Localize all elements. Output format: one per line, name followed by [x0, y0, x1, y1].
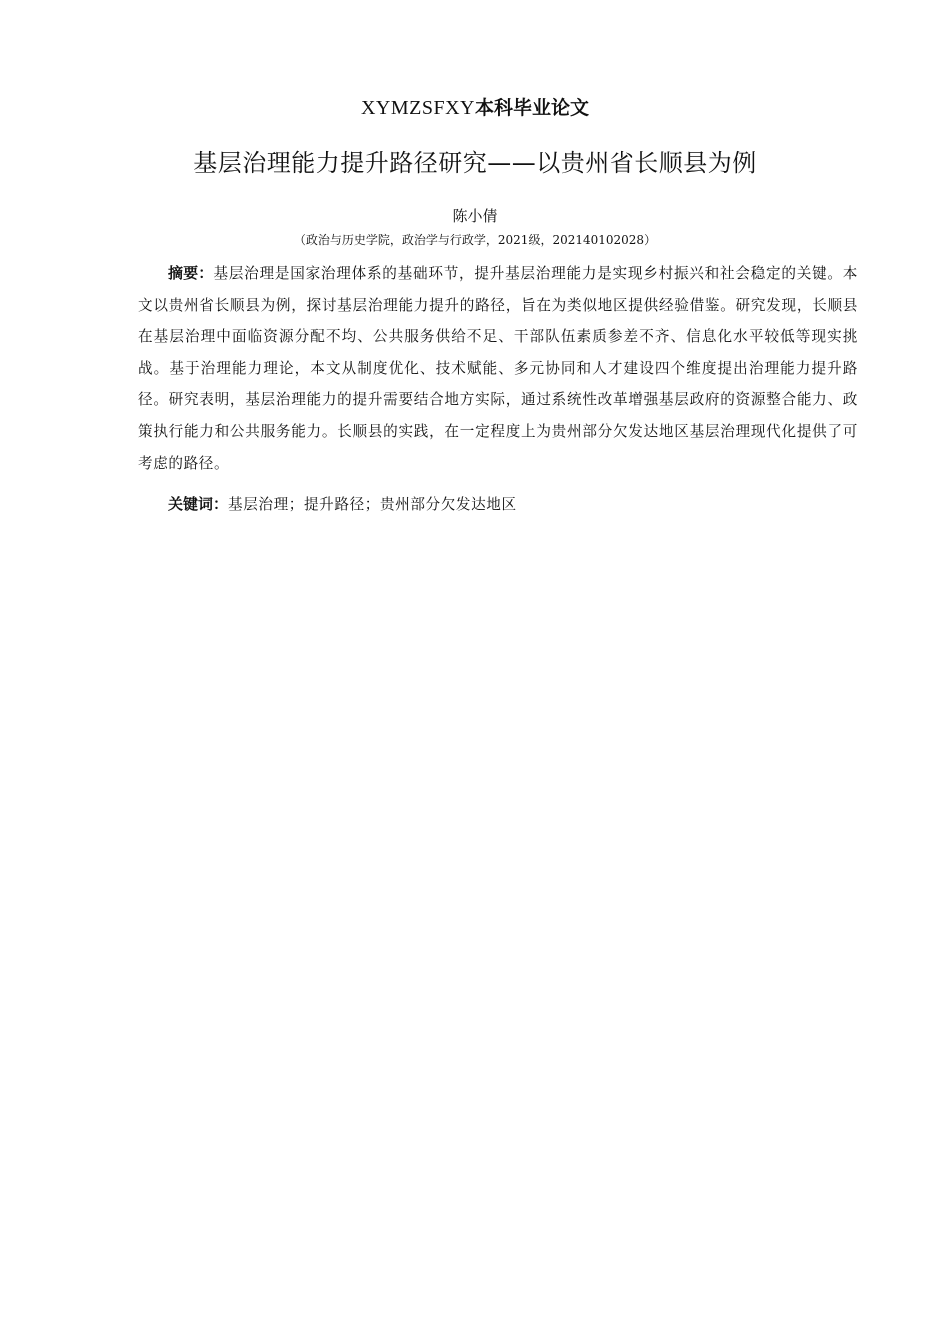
school-code: XYMZSFXY [360, 97, 475, 119]
paper-title: 基层治理能力提升路径研究——以贵州省长顺县为例 [193, 149, 757, 177]
thesis-type-label: 本科毕业论文 [475, 97, 590, 119]
author-affiliation: （政治与历史学院，政治学与行政学，2021级，202140102028） [293, 233, 657, 247]
keywords-text: 基层治理；提升路径；贵州部分欠发达地区 [228, 496, 517, 513]
keywords-line [168, 490, 858, 519]
abstract-paragraph [138, 258, 858, 479]
abstract-text: 基层治理是国家治理体系的基础环节，提升基层治理能力是实现乡村振兴和社会稳定的关键。本文以贵州省长顺县为例，探讨基层治理能力提升的路径，旨在为类似地区提供经验借鉴。研究发现，长顺县在基层治理中面临资源分配不均、公共服务供给不足、干部队伍素质参差不齐、信息化水平较低等现实挑战。基于治理能力理论，本文从制度优化、技术赋能、多元协同和人才建设四个维度提出治理能力提升路径。研究表明，基层治理能力的提升需要结合地方实际，通过系统性改革增强基层政府的资源整合能力、政策执行能力和公共服务能力。长顺县的实践，在一定程度上为贵州部分欠发达地区基层治理现代化提供了可考虑的路径。 [138, 265, 858, 472]
keywords-label: 关键词： [168, 495, 229, 513]
thesis-header [0, 94, 950, 121]
author-name: 陈小倩 [452, 207, 498, 225]
abstract-label: 摘要： [168, 264, 214, 282]
